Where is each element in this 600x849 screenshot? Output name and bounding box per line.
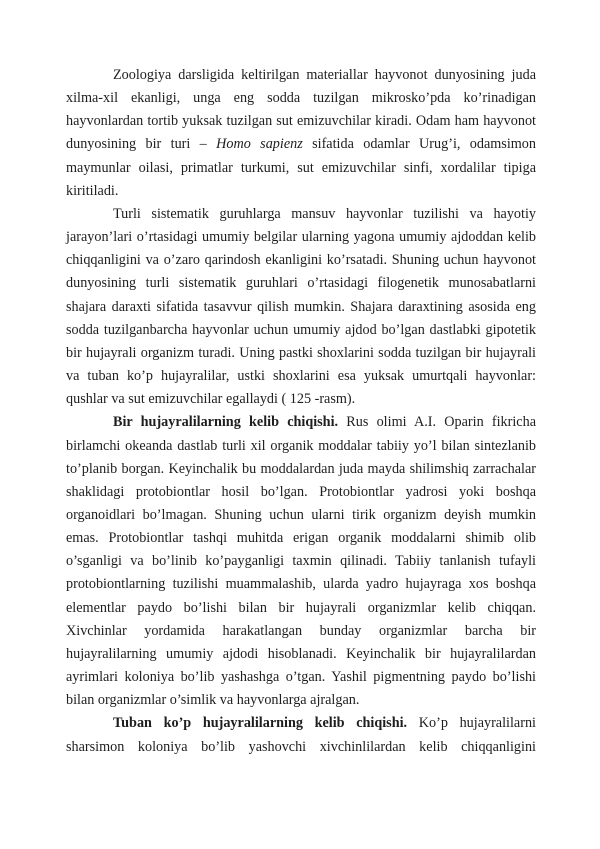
italic-term: Homo sapienz xyxy=(216,136,303,153)
body-text xyxy=(66,64,536,759)
text-run: Turli sistematik guruhlarga mansuv hayvonlar tuzilishi va hayotiy jarayon’lari o’rtasidagi umumiy belgilar ularning yagona umumiy ajdoddan kelib chiqqanligini va o’zaro qarindosh ekanligini ko’rsatadi. Shuning uchun hayvonot dunyosining turli sistematik guruhlari o’rtasidagi filogenetik munosabatlarni shajara daraxti sifatida tasavvur qilish mumkin. Shajara daraxtining asosida eng sodda tuzilganbarcha hayvonlar uchun umumiy ajdod bo’lgan dastlabki gipotetik bir hujayrali organizm turadi. Uning pastki shoxlarini sodda tuzilgan bir hujayrali va tuban ko’p hujayralilar, ustki shoxlarini esa yuksak umurtqali hayvonlar: qushlar va sut emizuvchilar egallaydi ( 125 -rasm). xyxy=(66,205,536,408)
paragraph-multicellular-origin xyxy=(66,712,536,758)
paragraph-systematics xyxy=(66,203,536,411)
section-heading: Tuban ko’p hujayralilarning kelib chiqishi. xyxy=(113,715,408,732)
paragraph-unicellular-origin xyxy=(66,411,536,712)
text-run: Ko’p hujayralilarni sharsimon koloniya bo’lib yashovchi xivchinlilardan kelib chiqqanligini xyxy=(66,715,536,755)
text-run: Zoologiya darsligida keltirilgan materiallar hayvonot dunyosining juda xilma-xil ekanligi, unga eng sodda tuzilgan mikrosko’pda ko’rinadigan hayvonlardan tortib yuksak tuzilgan sut emizuvchilar kiradi. Odam ham hayvonot dunyosining bir turi – xyxy=(66,67,536,153)
section-heading: Bir hujayralilarning kelib chiqishi. xyxy=(113,414,339,431)
text-run: Rus olimi A.I. Oparin fikricha birlamchi okeanda dastlab turli xil organik moddalar tabiiy yo’l bilan sintezlanib to’planib borgan. Keyinchalik bu moddalardan juda mayda shilimshiq zarrachalar shaklidagi protobiontlar hosil bo’lgan. Protobiontlar yadrosi yoki boshqa organoidlari bo’lmagan. Shuning uchun ularni tirik organizm deyish mumkin emas. Protobiontlar tashqi muhitda erigan organik moddalarni shimib olib o’sganligi va bo’linib ko’payganligi taxmin qilinadi. Tabiiy tanlanish tufayli protobiontlarning tuzilishi muammalashib, ularda yadro hujayraga xos boshqa elementlar paydo bo’lishi bilan bir hujayrali organizmlar kelib chiqqan. Xivchinlar yordamida harakatlangan bunday organizmlar barcha bir hujayralilarning umumiy ajdodi hisoblanadi. Keyinchalik bir hujayralilardan ayrimlari koloniya bo’lib yashashga o’tgan. Yashil pigmentning paydo bo’lishi bilan organizmlar o’simlik va hayvonlarga ajralgan. xyxy=(66,414,536,709)
paragraph-intro xyxy=(66,64,536,203)
text-run: sifatida odamlar Urug’i, odamsimon maymunlar oilasi, primatlar turkumi, sut emizuvchilar sinfi, xordalilar tipiga kiritiladi. xyxy=(66,136,536,199)
